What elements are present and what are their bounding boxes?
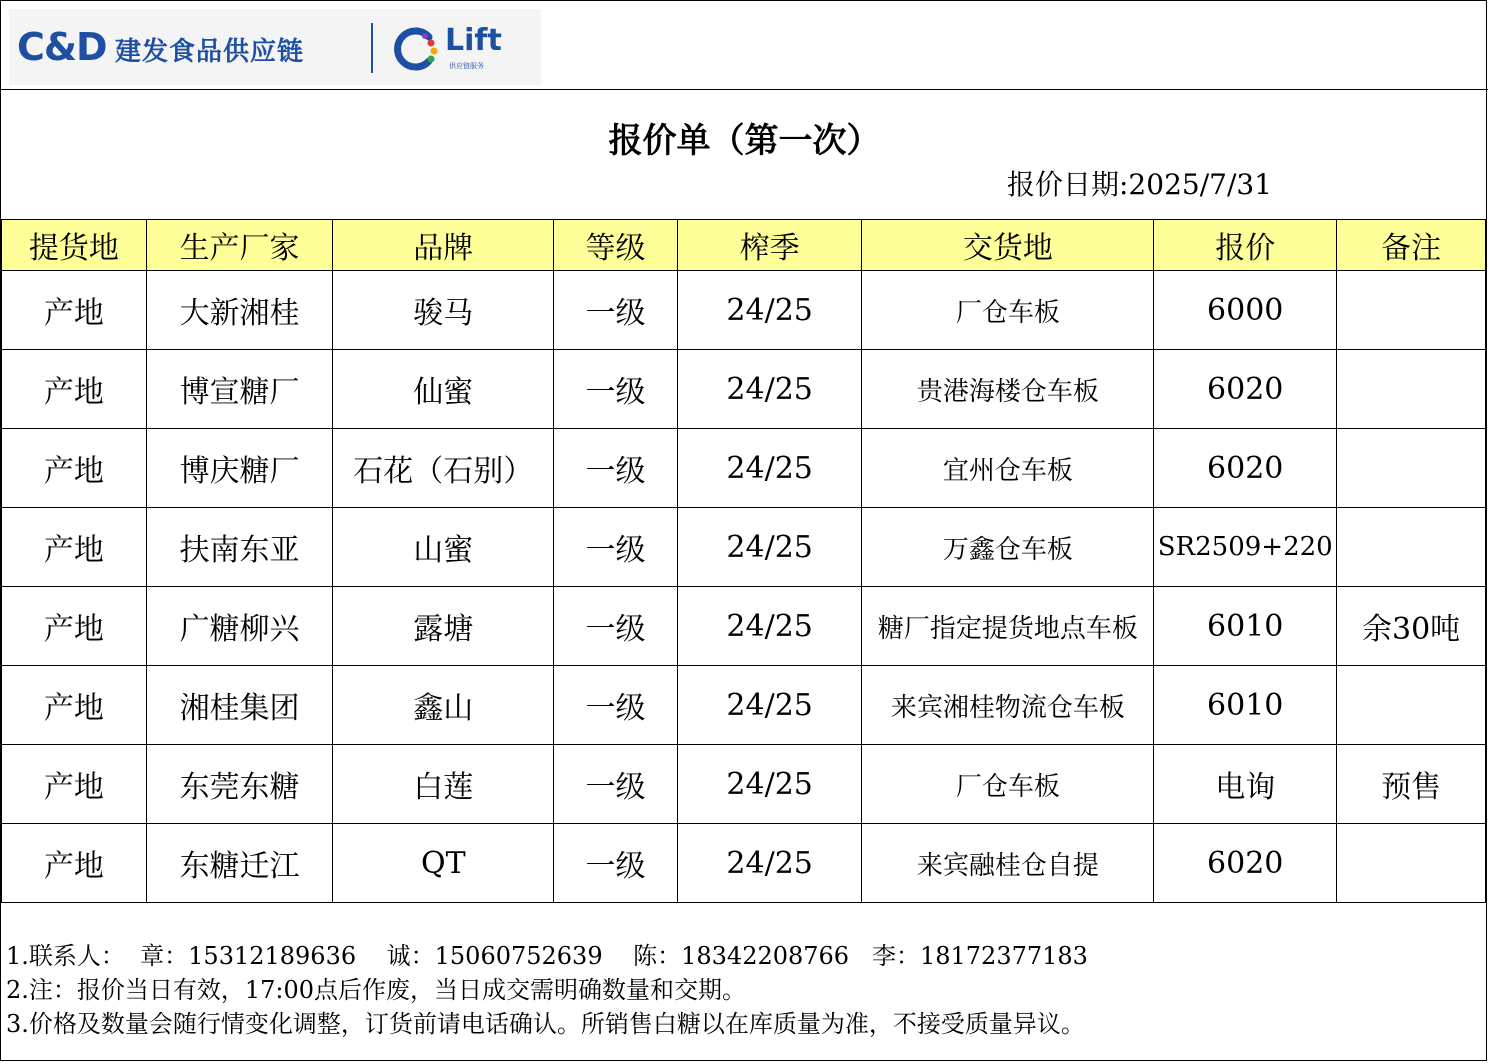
table-cell: 一级 [554,587,678,666]
table-cell: 宜州仓车板 [862,429,1154,508]
table-cell: 糖厂指定提货地点车板 [862,587,1154,666]
notes-section [6,939,1088,1041]
table-row [2,429,1486,508]
column-header: 报价 [1154,220,1337,271]
table-cell: SR2509+220 [1154,508,1337,587]
table-row [2,271,1486,350]
column-header: 等级 [554,220,678,271]
table-cell: 骏马 [333,271,554,350]
table-cell: 露塘 [333,587,554,666]
table-cell: 博庆糖厂 [146,429,333,508]
column-header: 生产厂家 [146,220,333,271]
table-cell: 产地 [2,824,147,903]
table-cell: 6010 [1154,666,1337,745]
table-cell: 产地 [2,350,147,429]
column-header: 品牌 [333,220,554,271]
table-cell: 博宣糖厂 [146,350,333,429]
table-cell: 一级 [554,508,678,587]
table-cell: 扶南东亚 [146,508,333,587]
contact-note: 1.联系人： 章：15312189636 诚：15060752639 陈：18342208766 李：18172377183 [6,942,1088,970]
table-cell [1337,824,1486,903]
table-cell: 24/25 [677,587,862,666]
table-cell: 来宾融桂仓自提 [862,824,1154,903]
table-cell: 产地 [2,271,147,350]
table-cell: 24/25 [677,508,862,587]
table-cell: 厂仓车板 [862,271,1154,350]
table-cell: 万鑫仓车板 [862,508,1154,587]
table-cell [1337,508,1486,587]
banner-divider [1,89,1488,90]
table-row [2,350,1486,429]
validity-note: 2.注：报价当日有效，17:00点后作废，当日成交需明确数量和交期。 [6,976,747,1004]
table-cell: 一级 [554,666,678,745]
table-cell: 湘桂集团 [146,666,333,745]
table-cell: 产地 [2,666,147,745]
table-row [2,508,1486,587]
column-header: 交货地 [862,220,1154,271]
lift-logo-icon [389,23,441,75]
table-cell: 鑫山 [333,666,554,745]
table-cell: 一级 [554,350,678,429]
table-row [2,587,1486,666]
table-cell: 一级 [554,271,678,350]
quote-table [1,219,1486,903]
cd-logo: C&D [17,25,107,69]
table-header-row [2,220,1486,271]
table-cell: 山蜜 [333,508,554,587]
table-cell: 石花（石别） [333,429,554,508]
table-row [2,666,1486,745]
table-cell: 6000 [1154,271,1337,350]
table-cell: 一级 [554,745,678,824]
table-row [2,824,1486,903]
quote-date: 报价日期:2025/7/31 [1007,168,1273,201]
table-cell: QT [333,824,554,903]
lift-logo-text: Lift [445,23,502,58]
table-cell: 预售 [1337,745,1486,824]
table-cell: 24/25 [677,745,862,824]
table-cell: 6020 [1154,350,1337,429]
table-cell: 24/25 [677,666,862,745]
company-name: 建发食品供应链 [115,37,305,67]
table-cell: 产地 [2,587,147,666]
table-cell: 一级 [554,429,678,508]
logo-divider [371,23,373,73]
table-cell: 一级 [554,824,678,903]
table-cell: 24/25 [677,350,862,429]
table-cell: 24/25 [677,271,862,350]
table-cell: 24/25 [677,824,862,903]
column-header: 提货地 [2,220,147,271]
table-cell: 6020 [1154,824,1337,903]
table-cell [1337,271,1486,350]
table-cell: 东莞东糖 [146,745,333,824]
table-cell: 仙蜜 [333,350,554,429]
table-cell: 产地 [2,429,147,508]
table-cell [1337,429,1486,508]
table-cell: 白莲 [333,745,554,824]
table-cell: 产地 [2,508,147,587]
table-cell: 大新湘桂 [146,271,333,350]
table-cell: 广糖柳兴 [146,587,333,666]
page-title: 报价单（第一次） [608,121,881,161]
table-cell: 东糖迁江 [146,824,333,903]
price-change-note: 3.价格及数量会随行情变化调整，订货前请电话确认。所销售白糖以在库质量为准，不接受质量异议。 [6,1010,1085,1038]
table-cell: 电询 [1154,745,1337,824]
table-cell [1337,666,1486,745]
table-cell: 厂仓车板 [862,745,1154,824]
table-cell: 产地 [2,745,147,824]
logo-banner [9,9,541,85]
lift-logo-subtext: 供应链服务 [449,62,484,70]
table-row [2,745,1486,824]
table-cell: 24/25 [677,429,862,508]
table-cell: 余30吨 [1337,587,1486,666]
column-header: 榨季 [677,220,862,271]
column-header: 备注 [1337,220,1486,271]
table-cell: 贵港海楼仓车板 [862,350,1154,429]
table-cell: 6020 [1154,429,1337,508]
table-cell: 6010 [1154,587,1337,666]
table-cell [1337,350,1486,429]
table-cell: 来宾湘桂物流仓车板 [862,666,1154,745]
